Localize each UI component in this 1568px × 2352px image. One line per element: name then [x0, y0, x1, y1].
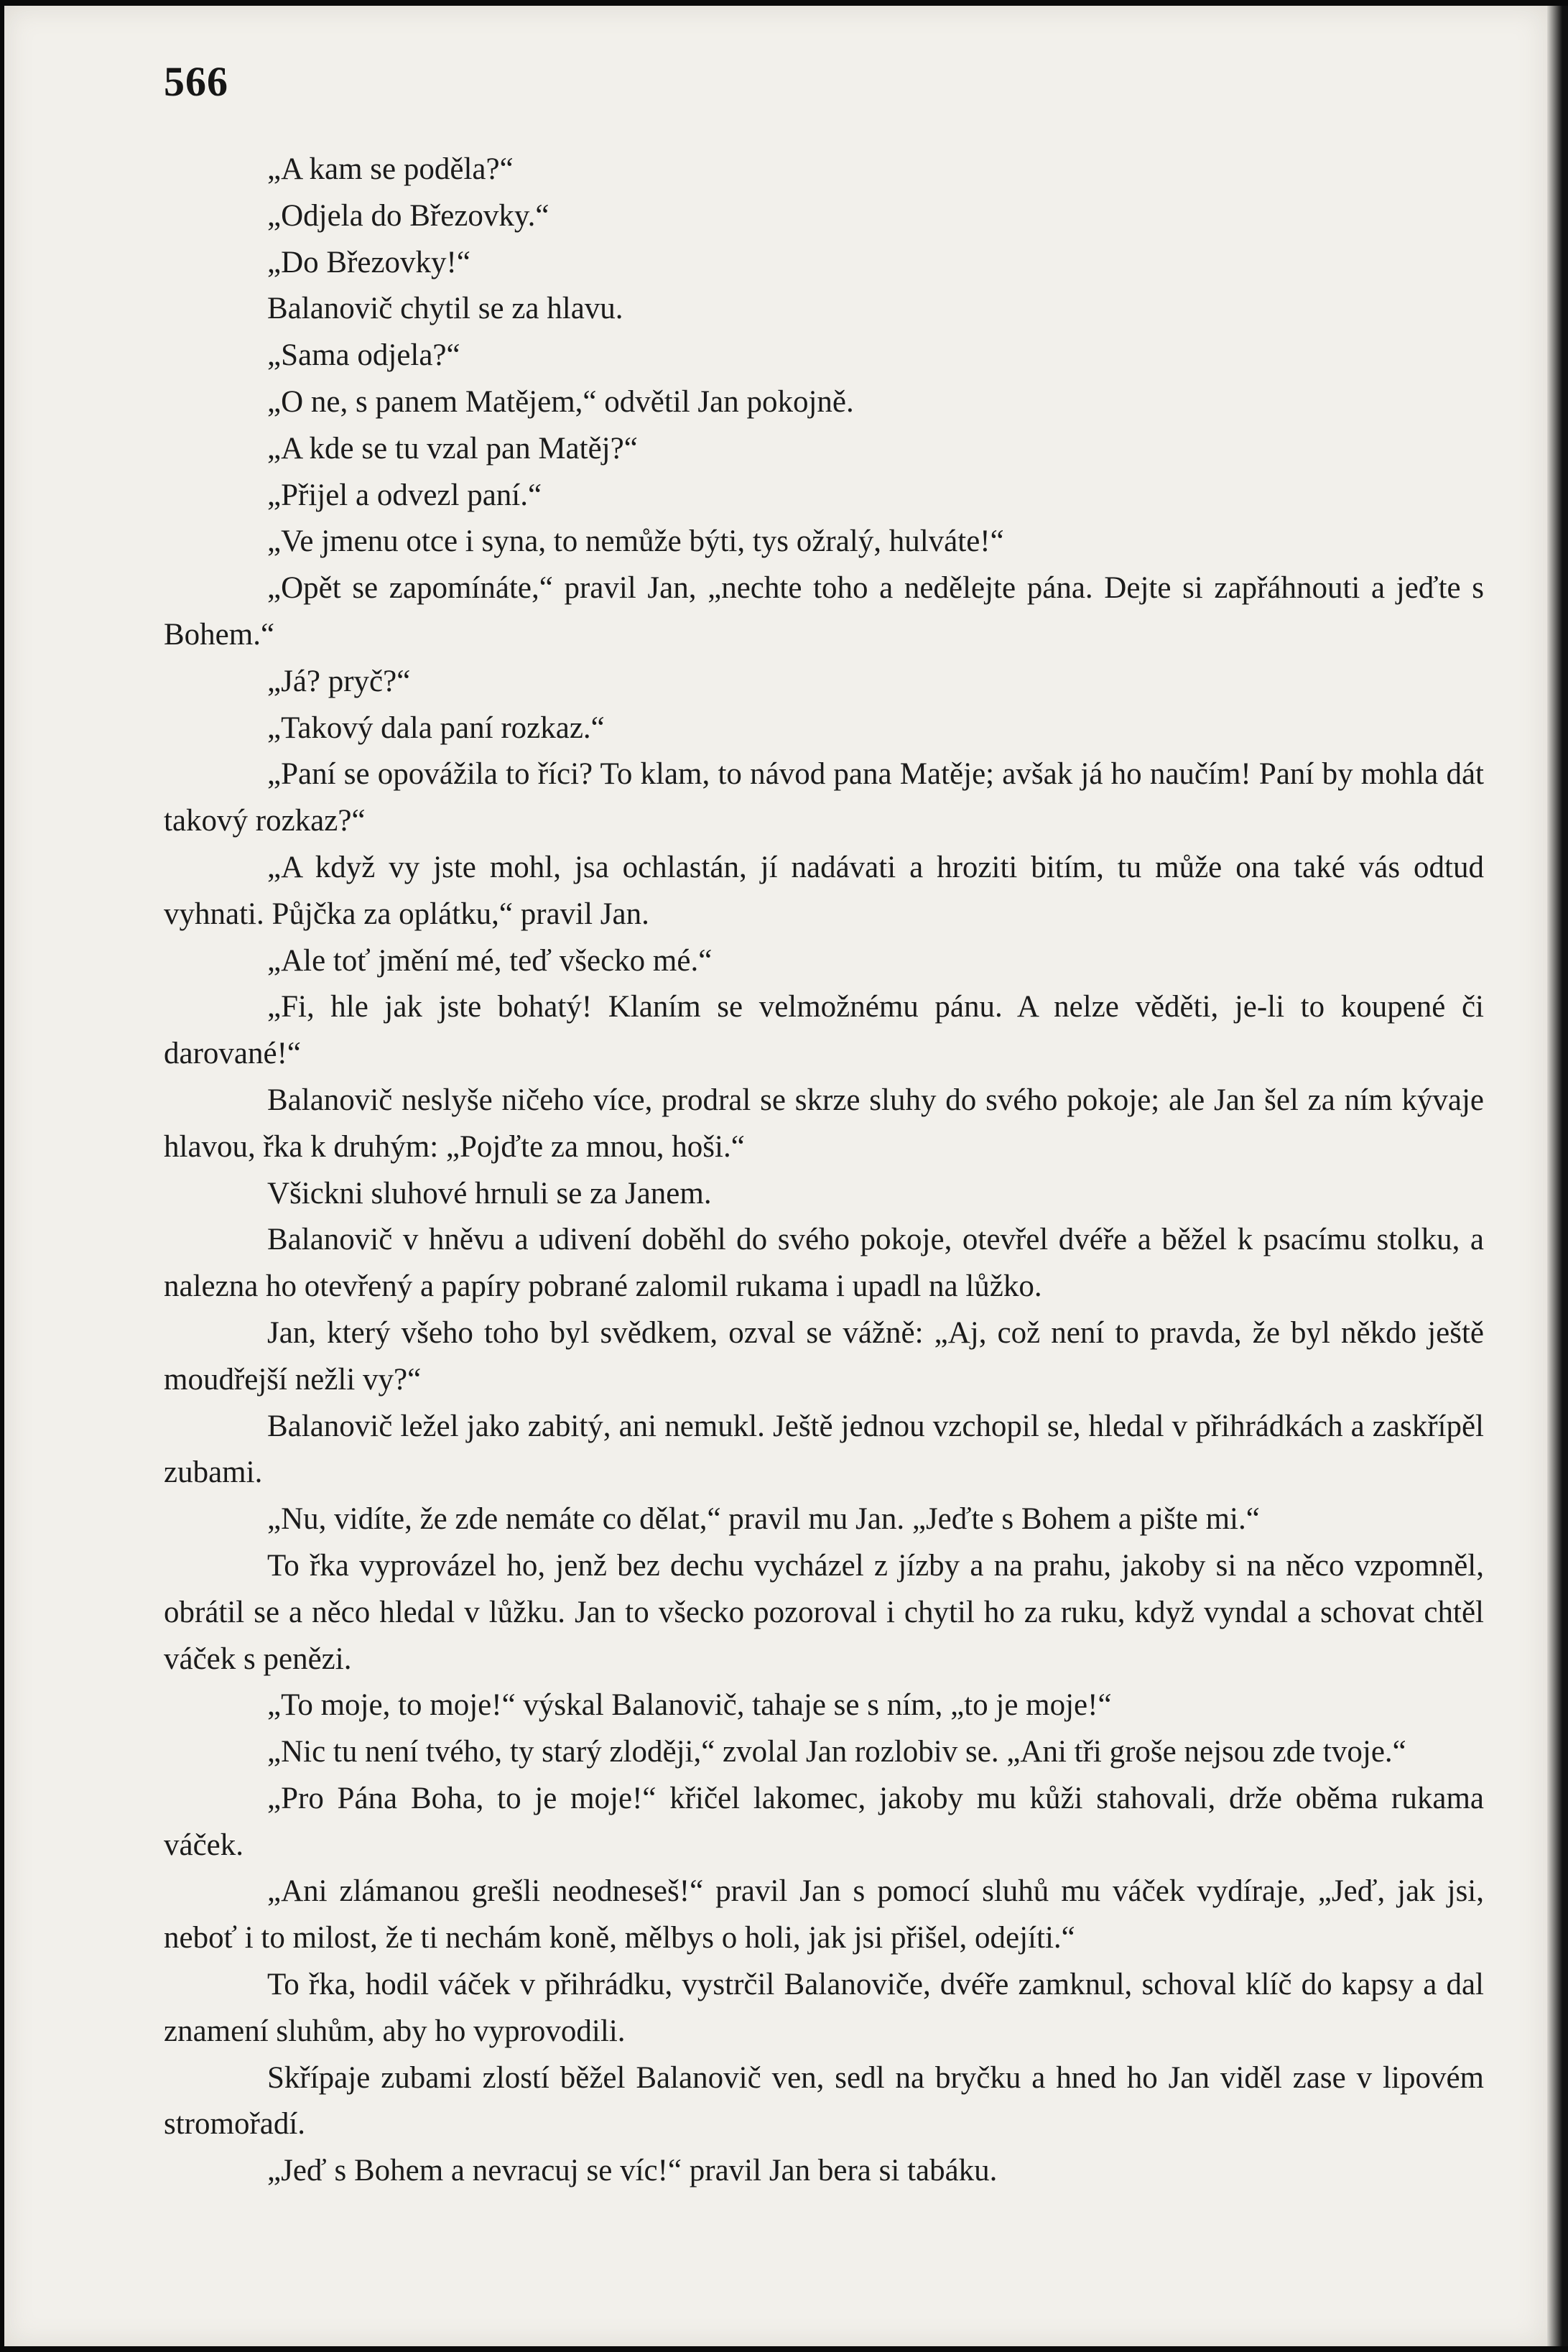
- book-page: [4, 6, 1547, 2346]
- paragraph: To řka vyprovázel ho, jenž bez dechu vycházel z jízby a na prahu, jakoby si na něco vzpomněl, obrátil se a něco hledal v lůžku. Jan to všecko pozoroval i chytil ho za ruku, když vyndal a schovat chtěl váček s penězi.: [164, 1548, 1484, 1676]
- paragraph: „Nic tu není tvého, ty starý zloději,“ zvolal Jan rozlobiv se. „Ani tři groše nejsou zde tvoje.“: [267, 1735, 1406, 1769]
- paragraph: Balanovič neslyše ničeho více, prodral se skrze sluhy do svého pokoje; ale Jan šel za ním kývaje hlavou, řka k druhým: „Pojďte za mnou, hoši.“: [164, 1083, 1484, 1164]
- paragraph: „Pro Pána Boha, to je moje!“ křičel lakomec, jakoby mu kůži stahovali, drže oběma rukama váček.: [164, 1781, 1484, 1862]
- paragraph: „Ani zlámanou grešli neodneseš!“ pravil Jan s pomocí sluhů mu váček vydíraje, „Jeď, jak jsi, neboť i to milost, že ti nechám koně, mělbys o holi, jak jsi přišel, odejíti.“: [164, 1874, 1484, 1955]
- paragraph: „A kam se poděla?“: [267, 152, 514, 186]
- paragraph: „Jeď s Bohem a nevracuj se víc!“ pravil Jan bera si tabáku.: [267, 2154, 998, 2188]
- paragraph: „Opět se zapomínáte,“ pravil Jan, „nechte toho a nedělejte pána. Dejte si zapřáhnouti a jeďte s Bohem.“: [164, 571, 1484, 652]
- page-number: 566: [164, 58, 228, 105]
- paragraph: To řka, hodil váček v přihrádku, vystrčil Balanoviče, dvéře zamknul, schoval klíč do kapsy a dal znamení sluhům, aby ho vyprovodili.: [164, 1968, 1484, 2048]
- paragraph: „Nu, vidíte, že zde nemáte co dělat,“ pravil mu Jan. „Jeďte s Bohem a pište mi.“: [267, 1502, 1260, 1537]
- paragraph: „Sama odjela?“: [267, 338, 460, 373]
- paragraph: Všickni sluhové hrnuli se za Janem.: [267, 1176, 712, 1210]
- paragraph: „Já? pryč?“: [267, 664, 411, 698]
- paragraph: „Takový dala paní rozkaz.“: [267, 710, 605, 745]
- paragraph: „A kde se tu vzal pan Matěj?“: [267, 431, 638, 466]
- paragraph: „To moje, to moje!“ výskal Balanovič, tahaje se s ním, „to je moje!“: [267, 1688, 1112, 1723]
- paragraph: „Paní se opovážila to říci? To klam, to návod pana Matěje; avšak já ho naučím! Paní by mohla dát takový rozkaz?“: [164, 757, 1484, 838]
- paragraph: „Ale toť jmění mé, teď všecko mé.“: [267, 943, 713, 978]
- paragraph: Balanovič ležel jako zabitý, ani nemukl. Ještě jednou vzchopil se, hledal v přihrádkách a zaskřípěl zubami.: [164, 1409, 1484, 1490]
- paragraph: „O ne, s panem Matějem,“ odvětil Jan pokojně.: [267, 384, 854, 419]
- page-edge-shadow: [1547, 6, 1568, 2346]
- paragraph: „Odjela do Březovky.“: [267, 198, 549, 233]
- paragraph: Jan, který všeho toho byl svědkem, ozval se vážně: „Aj, což není to pravda, že byl někdo ještě moudřejší nežli vy?“: [164, 1315, 1484, 1397]
- paragraph: Balanovič chytil se za hlavu.: [267, 292, 623, 326]
- paragraph: „Přijel a odvezl paní.“: [267, 478, 542, 512]
- paragraph: „Do Březovky!“: [267, 245, 470, 279]
- paragraph: „Fi, hle jak jste bohatý! Klaním se velmožnému pánu. A nelze věděti, je-li to koupené či darované!“: [164, 990, 1484, 1071]
- paragraph: „Ve jmenu otce i syna, to nemůže býti, tys ožralý, hulváte!“: [267, 524, 1004, 559]
- paragraph: „A když vy jste mohl, jsa ochlastán, jí nadávati a hroziti bitím, tu může ona také vás odtud vyhnati. Půjčka za oplátku,“ pravil Jan.: [164, 850, 1484, 931]
- paragraph: Skřípaje zubami zlostí běžel Balanovič ven, sedl na bryčku a hned ho Jan viděl zase v lipovém stromořadí.: [164, 2060, 1484, 2142]
- body-text: [164, 147, 1484, 2195]
- paragraph: Balanovič v hněvu a udivení doběhl do svého pokoje, otevřel dvéře a běžel k psacímu stolku, a nalezna ho otevřený a papíry pobrané zalomil rukama i upadl na lůžko.: [164, 1223, 1484, 1304]
